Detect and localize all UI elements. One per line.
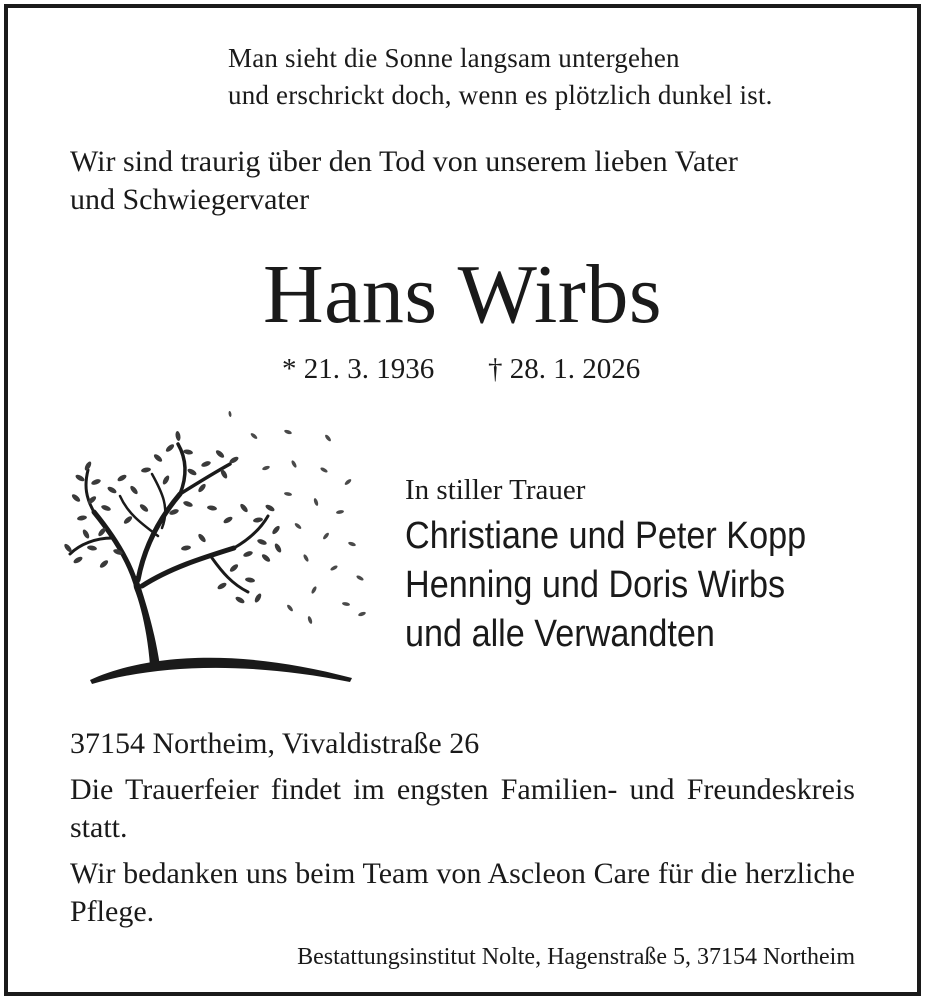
mourner-names	[405, 512, 806, 659]
mourner-name: und alle Verwandten	[405, 613, 715, 655]
mourners-block	[405, 472, 851, 659]
intro-line-2: und Schwiegervater	[70, 183, 310, 216]
mourner-name: Christiane und Peter Kopp	[405, 515, 807, 557]
motto	[228, 40, 773, 114]
funeral-home-footer: Bestattungsinstitut Nolte, Hagenstraße 5, 37154 Northeim	[297, 944, 855, 970]
mourner-name: Henning und Doris Wirbs	[405, 564, 786, 606]
motto-line-1: Man sieht die Sonne langsam untergehen	[228, 43, 680, 73]
intro-line-1: Wir sind traurig über den Tod von unserem lieben Vater	[70, 145, 738, 178]
funeral-notice: Die Trauerfeier findet im engsten Familien- und Freundeskreis statt.	[70, 773, 855, 844]
mourning-lead: In stiller Trauer	[405, 474, 586, 506]
family-address: 37154 Northeim, Vivaldistraße 26	[70, 727, 480, 760]
tree-with-falling-leaves-icon	[62, 408, 372, 690]
thanks-notice: Wir bedanken uns beim Team von Ascleon Care für die herzliche Pflege.	[70, 857, 855, 928]
birth-date: * 21. 3. 1936	[282, 353, 435, 385]
motto-line-2: und erschrickt doch, wenn es plötzlich dunkel ist.	[228, 80, 773, 110]
body-text	[70, 725, 855, 939]
intro-text	[70, 143, 860, 219]
deceased-name: Hans Wirbs	[262, 248, 663, 341]
death-date: † 28. 1. 2026	[488, 353, 641, 385]
